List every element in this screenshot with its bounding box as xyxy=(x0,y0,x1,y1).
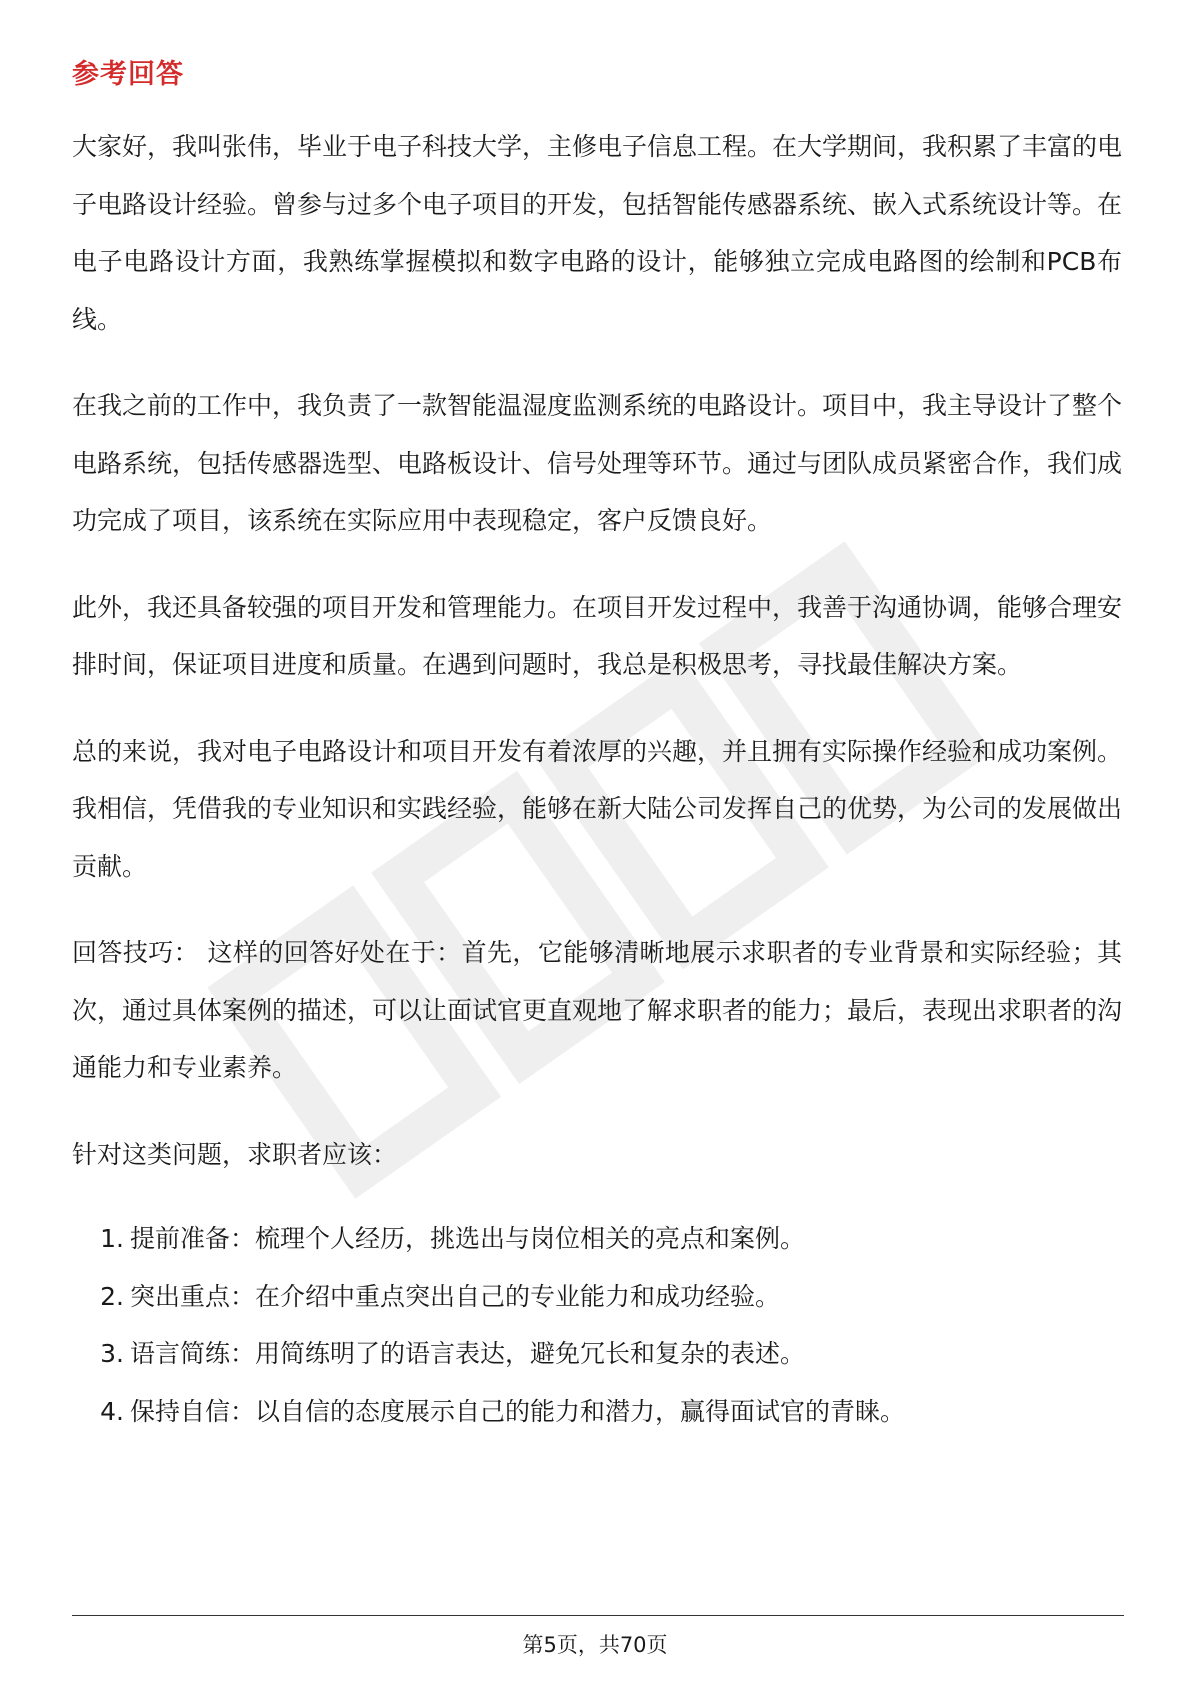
footer-divider xyxy=(72,1615,1124,1616)
list-item xyxy=(72,1383,1122,1441)
list-item-text: 保持自信：以自信的态度展示自己的能力和潜力，赢得面试官的青睐。 xyxy=(130,1396,906,1426)
section-heading: 参考回答 xyxy=(72,59,184,90)
answer-tips-paragraph: 回答技巧： 这样的回答好处在于：首先，它能够清晰地展示求职者的专业背景和实际经验；其次，通过具体案例的描述，可以让面试官更直观地了解求职者的能力；最后，表现出求职者的沟通能力和专业素养。 xyxy=(72,938,1123,1082)
list-item-text: 突出重点：在介绍中重点突出自己的专业能力和成功经验。 xyxy=(130,1281,781,1311)
list-item-number: 4. xyxy=(100,1396,124,1426)
list-item-number: 2. xyxy=(100,1281,124,1311)
paragraph: 此外，我还具备较强的项目开发和管理能力。在项目开发过程中，我善于沟通协调，能够合理安排时间，保证项目进度和质量。在遇到问题时，我总是积极思考，寻找最佳解决方案。 xyxy=(72,592,1123,679)
advice-list xyxy=(72,1210,1122,1440)
page-number: 第5页，共70页 xyxy=(522,1633,668,1657)
list-item-number: 3. xyxy=(100,1339,124,1368)
list-item xyxy=(72,1325,1122,1383)
list-item-number: 1. xyxy=(100,1224,124,1253)
answer-content xyxy=(72,118,1122,1440)
paragraph: 总的来说，我对电子电路设计和项目开发有着浓厚的兴趣，并且拥有实际操作经验和成功案例。我相信，凭借我的专业知识和实践经验，能够在新大陆公司发挥自己的优势，为公司的发展做出贡献。 xyxy=(72,736,1123,881)
list-item-text: 语言简练：用简练明了的语言表达，避免冗长和复杂的表述。 xyxy=(130,1339,806,1368)
list-item xyxy=(72,1210,1122,1268)
paragraph: 在我之前的工作中，我负责了一款智能温湿度监测系统的电路设计。项目中，我主导设计了整个电路系统，包括传感器选型、电路板设计、信号处理等环节。通过与团队成员紧密合作，我们成功完成了项目，该系统在实际应用中表现稳定，客户反馈良好。 xyxy=(72,391,1123,535)
list-intro: 针对这类问题，求职者应该： xyxy=(72,1139,398,1169)
paragraph: 大家好，我叫张伟，毕业于电子科技大学，主修电子信息工程。在大学期间，我积累了丰富的电子电路设计经验。曾参与过多个电子项目的开发，包括智能传感器系统、嵌入式系统设计等。在电子电路设计方面，我熟练掌握模拟和数字电路的设计，能够独立完成电路图的绘制和PCB布线。 xyxy=(72,132,1123,334)
list-item xyxy=(72,1268,1122,1326)
list-item-text: 提前准备：梳理个人经历，挑选出与岗位相关的亮点和案例。 xyxy=(130,1224,806,1253)
